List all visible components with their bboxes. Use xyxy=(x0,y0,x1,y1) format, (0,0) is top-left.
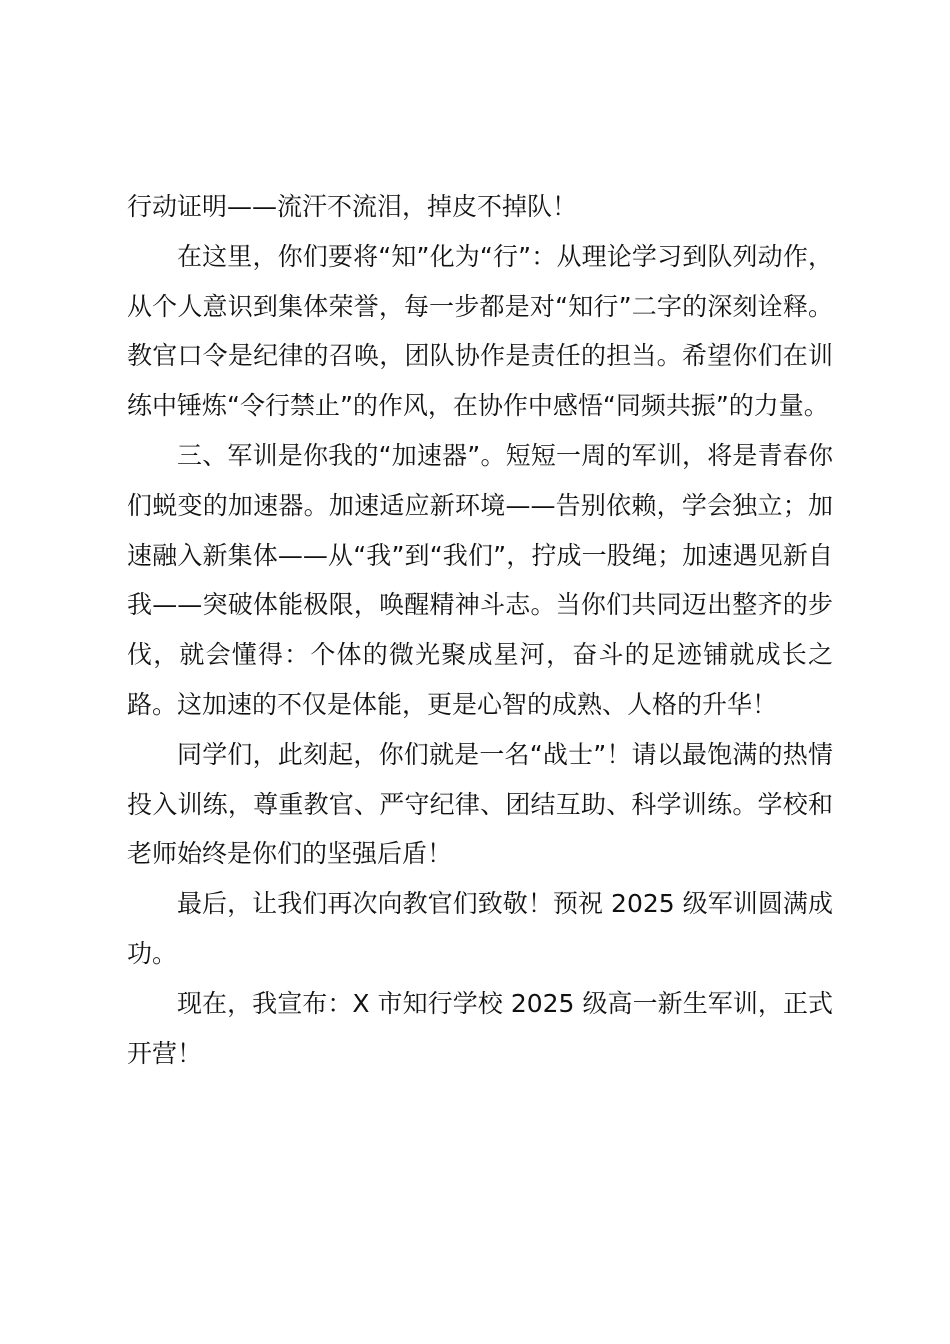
document-body xyxy=(127,182,833,1078)
paragraph-closing: 最后，让我们再次向教官们致敬！预祝 2025 级军训圆满成功。 xyxy=(127,889,833,968)
paragraph-continued: 行动证明——流汗不流泪，掉皮不掉队！ xyxy=(127,192,578,221)
paragraph-zhixing: 在这里，你们要将“知”化为“行”：从理论学习到队列动作，从个人意识到集体荣誉，每一步都是对“知行”二字的深刻诠释。教官口令是纪律的召唤，团队协作是责任的担当。希望你们在训练中锤炼“令行禁止”的作风，在协作中感悟“同频共振”的力量。 xyxy=(127,241,833,421)
paragraph-accelerator: 三、军训是你我的“加速器”。短短一周的军训，将是青春你们蜕变的加速器。加速适应新环境——告别依赖，学会独立；加速融入新集体——从“我”到“我们”，拧成一股绳；加速遇见新自我——突破体能极限，唤醒精神斗志。当你们共同迈出整齐的步伐，就会懂得：个体的微光聚成星河，奋斗的足迹铺就成长之路。这加速的不仅是体能，更是心智的成熟、人格的升华！ xyxy=(127,440,833,719)
paragraph-announcement: 现在，我宣布：X 市知行学校 2025 级高一新生军训，正式开营！ xyxy=(127,988,833,1068)
paragraph-students: 同学们，此刻起，你们就是一名“战士”！请以最饱满的热情投入训练，尊重教官、严守纪律、团结互助、科学训练。学校和老师始终是你们的坚强后盾！ xyxy=(127,739,833,869)
